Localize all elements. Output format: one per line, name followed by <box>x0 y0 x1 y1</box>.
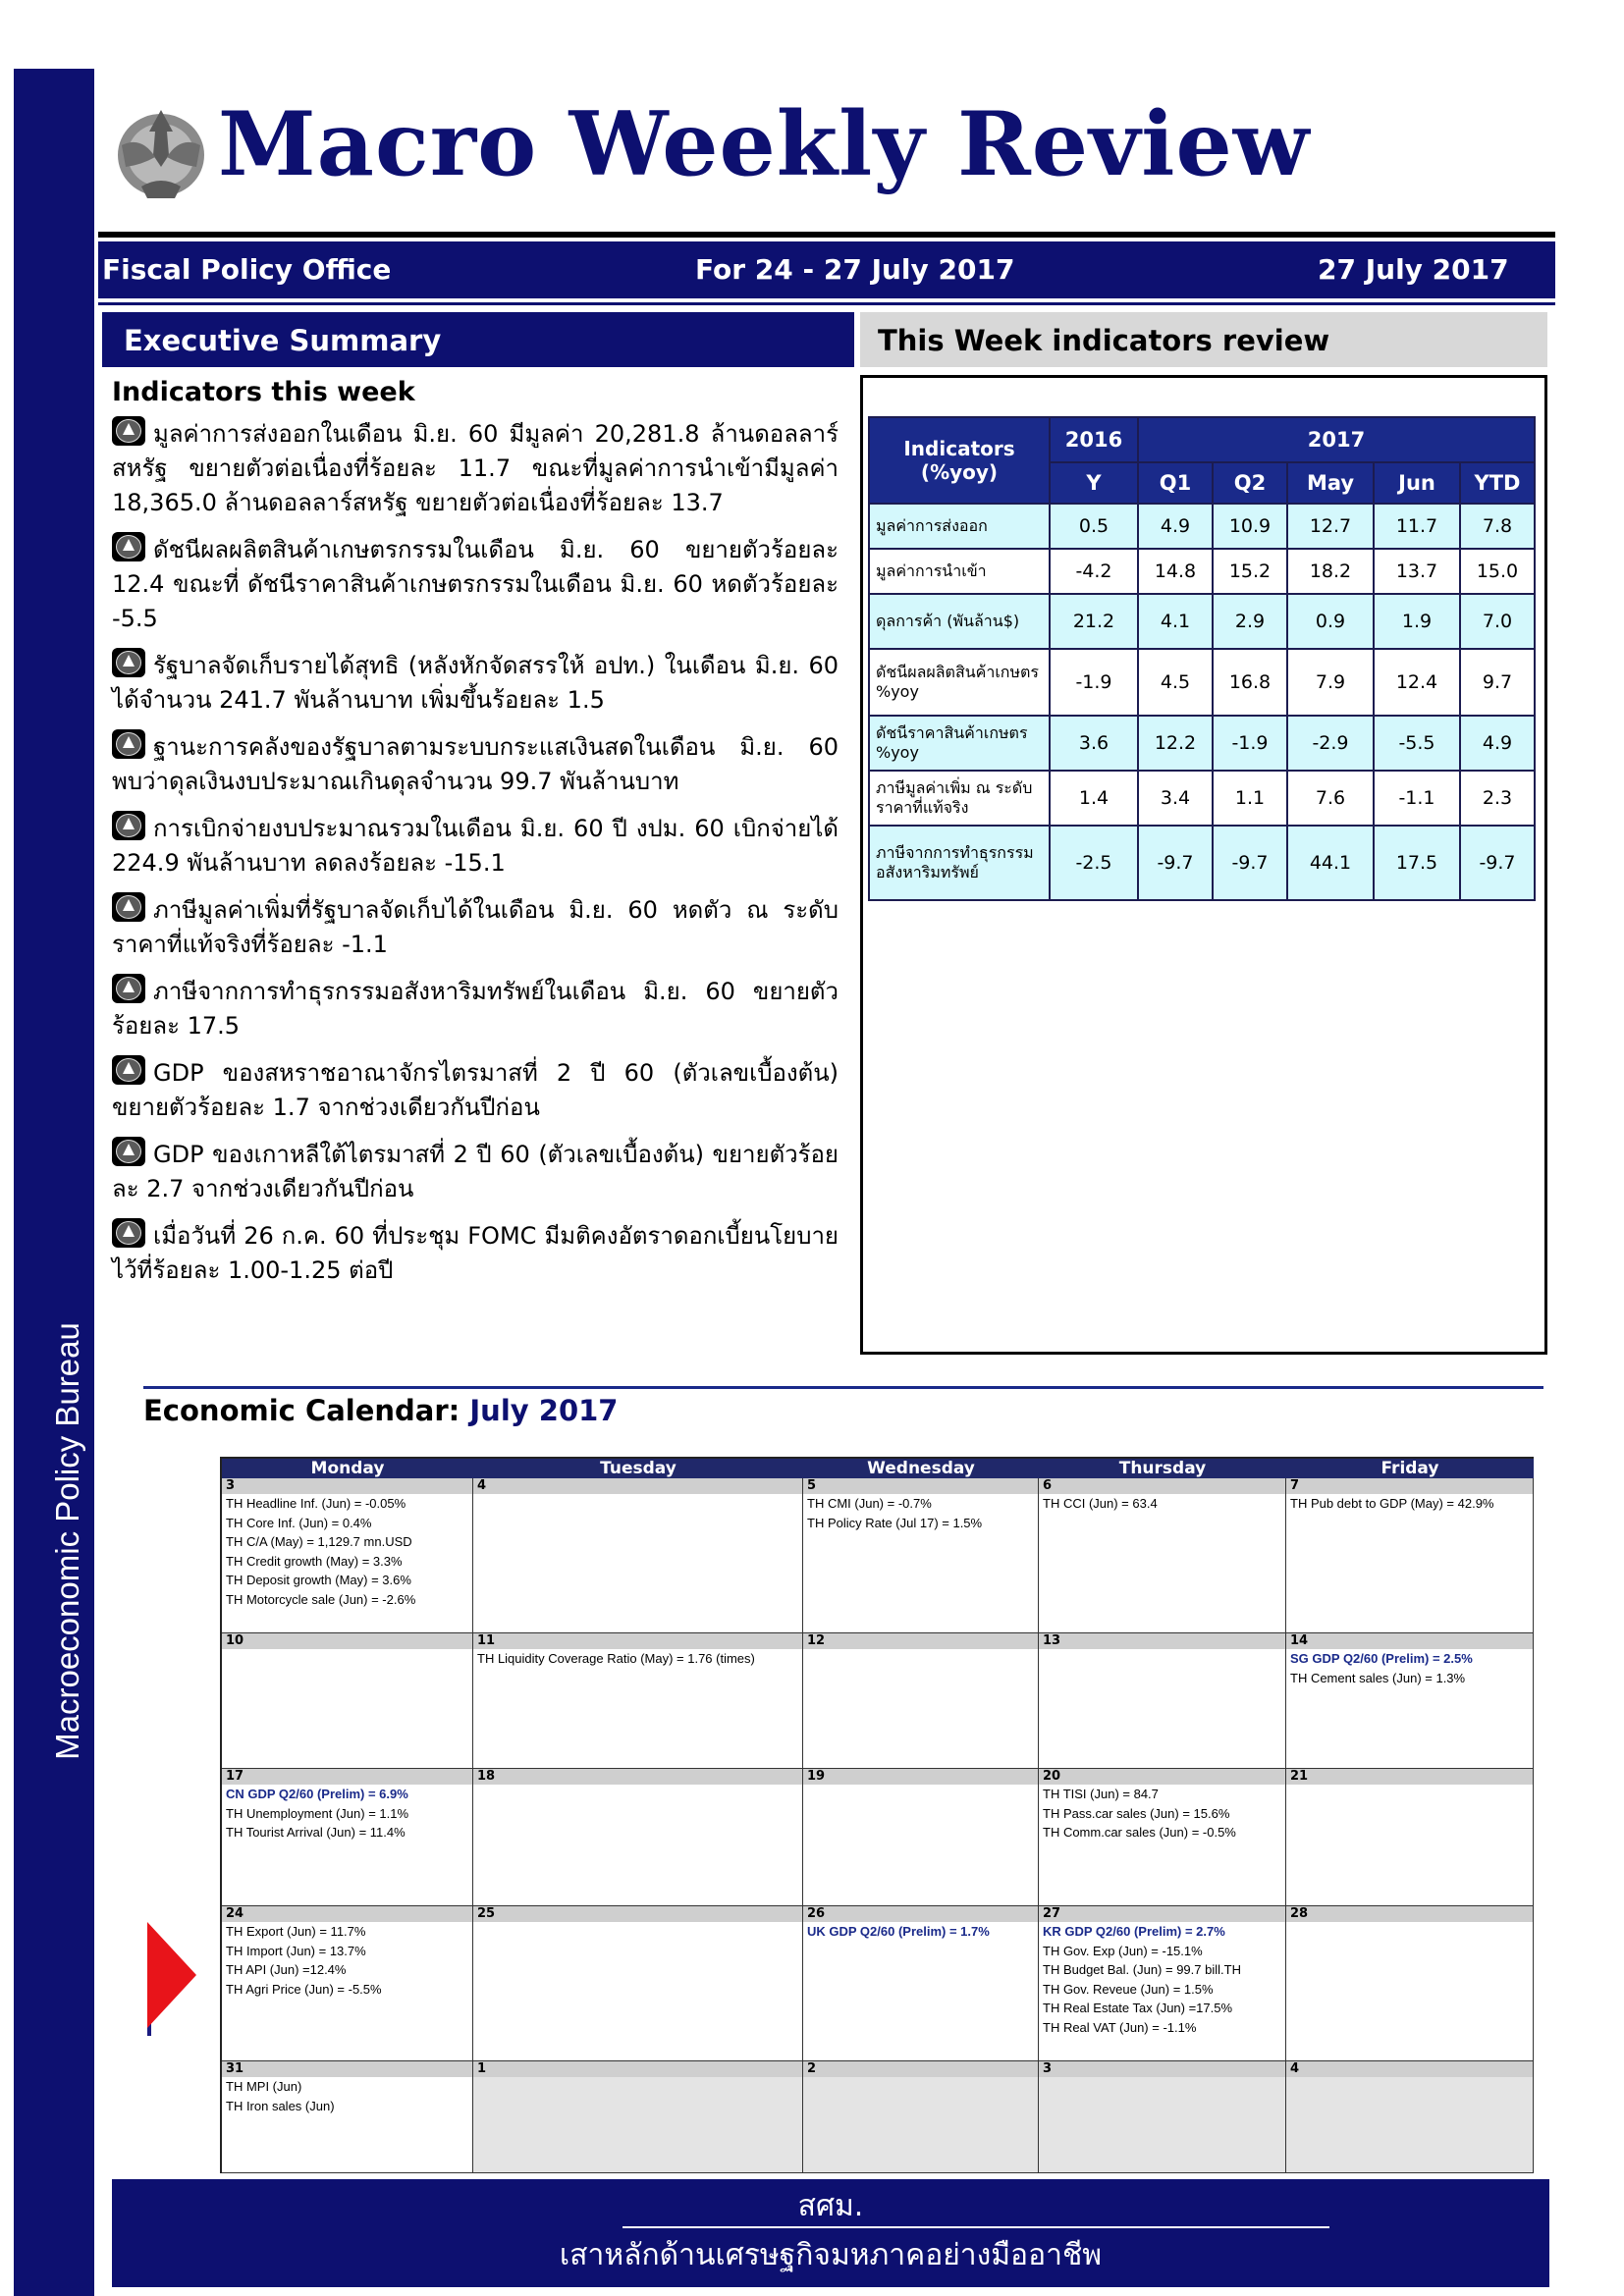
summary-text: รัฐบาลจัดเก็บรายได้สุทธิ (หลังหักจัดสรรให้ อปท.) ในเดือน มิ.ย. 60 ได้จำนวน 241.7 พันล้านบาท เพิ่มขึ้นร้อยละ 1.5 <box>112 652 839 714</box>
indicator-value: 9.7 <box>1460 649 1535 716</box>
calendar-event: TH Iron sales (Jun) <box>226 2098 335 2113</box>
indicator-value: -4.2 <box>1050 549 1138 594</box>
period-header: Y <box>1050 462 1138 504</box>
indicator-value: -1.1 <box>1374 771 1460 826</box>
bullet-arrow-icon <box>112 1137 145 1166</box>
bullet-arrow-icon <box>112 1055 145 1085</box>
calendar-event: TH Real Estate Tax (Jun) =17.5% <box>1043 2001 1233 2015</box>
calendar-date: 21 <box>1286 1769 1533 1785</box>
calendar-date: 12 <box>803 1633 1038 1649</box>
summary-text: ภาษีมูลค่าเพิ่มที่รัฐบาลจัดเก็บได้ในเดือน มิ.ย. 60 หดตัว ณ ระดับราคาที่แท้จริงที่ร้อยละ -1.1 <box>112 896 839 958</box>
indicator-value: 4.9 <box>1460 716 1535 771</box>
calendar-date: 14 <box>1286 1633 1533 1649</box>
calendar-cell <box>473 2061 803 2173</box>
indicator-value: -1.9 <box>1050 649 1138 716</box>
calendar-cell <box>222 1769 473 1906</box>
year-2017-header: 2017 <box>1138 417 1535 462</box>
indicator-value: 4.5 <box>1138 649 1213 716</box>
indicators-table <box>868 416 1536 901</box>
calendar-day-header: Thursday <box>1039 1459 1286 1478</box>
calendar-date: 28 <box>1286 1906 1533 1922</box>
calendar-event: TH CCI (Jun) = 63.4 <box>1043 1496 1158 1511</box>
masthead-rule <box>98 232 1555 238</box>
indicator-label: ภาษีจากการทำธุรกรรมอสังหาริมทรัพย์ <box>869 826 1050 900</box>
calendar-date: 2 <box>803 2061 1038 2077</box>
header-bar <box>98 241 1555 298</box>
indicator-row <box>869 504 1535 549</box>
calendar-date: 10 <box>222 1633 472 1649</box>
calendar-cell <box>803 1906 1039 2061</box>
indicator-row <box>869 826 1535 900</box>
summary-item <box>112 811 839 881</box>
calendar-event: TH Unemployment (Jun) = 1.1% <box>226 1805 409 1821</box>
indicator-value: 7.8 <box>1460 504 1535 549</box>
calendar-cell <box>1039 1769 1286 1906</box>
summary-item <box>112 648 839 718</box>
calendar-cell <box>1286 1633 1534 1769</box>
calendar-event: TH Headline Inf. (Jun) = -0.05% <box>226 1496 406 1511</box>
indicator-col-header: Indicators (%yoy) <box>869 417 1050 504</box>
indicator-value: 4.1 <box>1138 594 1213 649</box>
calendar-event: UK GDP Q2/60 (Prelim) = 1.7% <box>807 1924 990 1939</box>
indicator-value: 7.6 <box>1287 771 1374 826</box>
calendar-event: TH Gov. Reveue (Jun) = 1.5% <box>1043 1981 1214 1997</box>
footer-divider <box>623 2226 1329 2228</box>
calendar-cell <box>222 1633 473 1769</box>
indicator-value: -5.5 <box>1374 716 1460 771</box>
indicator-value: -2.9 <box>1287 716 1374 771</box>
calendar-cell <box>1039 1906 1286 2061</box>
calendar-date: 4 <box>1286 2061 1533 2077</box>
calendar-cell <box>1039 1633 1286 1769</box>
indicator-value: 10.9 <box>1213 504 1287 549</box>
calendar-event: TH MPI (Jun) <box>226 2079 302 2094</box>
bullet-arrow-icon <box>112 416 145 446</box>
garuda-logo <box>112 96 210 204</box>
footer-org: สศม. <box>797 2189 864 2223</box>
indicator-value: -1.9 <box>1213 716 1287 771</box>
calendar-date: 20 <box>1039 1769 1285 1785</box>
indicator-value: 7.0 <box>1460 594 1535 649</box>
calendar-month: July 2017 <box>469 1394 619 1427</box>
calendar-event: TH CMI (Jun) = -0.7% <box>807 1496 932 1511</box>
calendar-cell <box>473 1633 803 1769</box>
calendar-title <box>143 1394 618 1427</box>
calendar-rule <box>143 1386 1543 1389</box>
indicator-row <box>869 549 1535 594</box>
indicator-value: 12.4 <box>1374 649 1460 716</box>
indicator-value: 2.3 <box>1460 771 1535 826</box>
calendar-day-header: Tuesday <box>473 1459 803 1478</box>
period-header: Jun <box>1374 462 1460 504</box>
calendar-event: TH Pass.car sales (Jun) = 15.6% <box>1043 1805 1230 1821</box>
calendar-cell <box>803 1633 1039 1769</box>
indicator-value: 15.0 <box>1460 549 1535 594</box>
indicator-row <box>869 649 1535 716</box>
calendar-date: 1 <box>473 2061 802 2077</box>
indicator-value: 1.1 <box>1213 771 1287 826</box>
indicator-value: 12.2 <box>1138 716 1213 771</box>
indicator-value: 3.6 <box>1050 716 1138 771</box>
calendar-cell <box>803 2061 1039 2173</box>
calendar-cell <box>473 1769 803 1906</box>
office-name: Fiscal Policy Office <box>102 253 392 286</box>
indicator-value: 3.4 <box>1138 771 1213 826</box>
indicators-review-heading: This Week indicators review <box>860 312 1547 367</box>
calendar-cell <box>222 1478 473 1633</box>
report-period: For 24 - 27 July 2017 <box>695 253 1015 286</box>
calendar-event: TH C/A (May) = 1,129.7 mn.USD <box>226 1534 412 1549</box>
summary-text: เมื่อวันที่ 26 ก.ค. 60 ที่ประชุม FOMC มีมติคงอัตราดอกเบี้ยนโยบายไว้ที่ร้อยละ 1.00-1.25 ต่อปี <box>112 1222 839 1284</box>
summary-item <box>112 892 839 962</box>
sidebar-band <box>14 69 94 2296</box>
calendar-event: TH Core Inf. (Jun) = 0.4% <box>226 1515 372 1530</box>
calendar-event: TH Agri Price (Jun) = -5.5% <box>226 1981 382 1997</box>
bullet-arrow-icon <box>112 892 145 922</box>
indicator-label: มูลค่าการส่งออก <box>869 504 1050 549</box>
summary-text: GDP ของสหราชอาณาจักรไตรมาสที่ 2 ปี 60 (ตัวเลขเบื้องต้น) ขยายตัวร้อยละ 1.7 จากช่วงเดียวกันปีก่อน <box>112 1059 839 1121</box>
calendar-day-header: Wednesday <box>803 1459 1039 1478</box>
calendar-day-header: Friday <box>1286 1459 1534 1478</box>
masthead-title: Macro Weekly Review <box>218 92 1311 196</box>
indicator-value: 17.5 <box>1374 826 1460 900</box>
footer-slogan: เสาหลักด้านเศรษฐกิจมหภาคอย่างมืออาชีพ <box>559 2238 1103 2272</box>
calendar-cell <box>803 1769 1039 1906</box>
calendar-event: TH Tourist Arrival (Jun) = 11.4% <box>226 1825 406 1840</box>
summary-item <box>112 416 839 520</box>
summary-item <box>112 729 839 799</box>
summary-item <box>112 532 839 636</box>
indicator-value: 14.8 <box>1138 549 1213 594</box>
report-date: 27 July 2017 <box>1318 253 1509 286</box>
indicator-value: 1.9 <box>1374 594 1460 649</box>
indicator-label: ดัชนีราคาสินค้าเกษตร %yoy <box>869 716 1050 771</box>
indicator-value: -9.7 <box>1460 826 1535 900</box>
summary-item <box>112 1218 839 1288</box>
calendar-cell <box>1286 1769 1534 1906</box>
indicator-value: 15.2 <box>1213 549 1287 594</box>
indicator-value: 2.9 <box>1213 594 1287 649</box>
calendar-date: 19 <box>803 1769 1038 1785</box>
period-header: May <box>1287 462 1374 504</box>
calendar-cell <box>1286 2061 1534 2173</box>
calendar-date: 6 <box>1039 1478 1285 1494</box>
calendar-date: 5 <box>803 1478 1038 1494</box>
calendar-date: 3 <box>1039 2061 1285 2077</box>
calendar-title-label: Economic Calendar: <box>143 1394 460 1427</box>
summary-text: ภาษีจากการทำธุรกรรมอสังหาริมทรัพย์ในเดือน มิ.ย. 60 ขยายตัวร้อยละ 17.5 <box>112 978 839 1040</box>
indicator-label: มูลค่าการนำเข้า <box>869 549 1050 594</box>
calendar-cell <box>1286 1478 1534 1633</box>
calendar-event: CN GDP Q2/60 (Prelim) = 6.9% <box>226 1787 408 1801</box>
calendar-event: TH Comm.car sales (Jun) = -0.5% <box>1043 1825 1236 1840</box>
indicator-value: 1.4 <box>1050 771 1138 826</box>
indicator-label: ดัชนีผลผลิตสินค้าเกษตร %yoy <box>869 649 1050 716</box>
period-header: YTD <box>1460 462 1535 504</box>
calendar-cell <box>803 1478 1039 1633</box>
summary-text: มูลค่าการส่งออกในเดือน มิ.ย. 60 มีมูลค่า 20,281.8 ล้านดอลลาร์สหรัฐ ขยายตัวต่อเนื่องที่ร้อยละ 11.7 ขณะที่มูลค่าการนำเข้ามีมูลค่า 18,365.0 ล้านดอลลาร์สหรัฐ ขยายตัวต่อเนื่องที่ร้อยละ 13.7 <box>112 420 839 516</box>
calendar-date: 25 <box>473 1906 802 1922</box>
calendar-date: 3 <box>222 1478 472 1494</box>
calendar-event: SG GDP Q2/60 (Prelim) = 2.5% <box>1290 1651 1473 1666</box>
calendar-event: TH Budget Bal. (Jun) = 99.7 bill.TH <box>1043 1962 1241 1977</box>
calendar-cell <box>473 1478 803 1633</box>
bullet-arrow-icon <box>112 729 145 759</box>
period-header: Q2 <box>1213 462 1287 504</box>
calendar-event: TH Real VAT (Jun) = -1.1% <box>1043 2019 1197 2035</box>
header-rule <box>98 302 1555 305</box>
indicator-value: -9.7 <box>1138 826 1213 900</box>
calendar-cell <box>1039 1478 1286 1633</box>
calendar-event: TH Motorcycle sale (Jun) = -2.6% <box>226 1591 416 1607</box>
summary-item <box>112 1137 839 1206</box>
calendar-date: 17 <box>222 1769 472 1785</box>
calendar-event: KR GDP Q2/60 (Prelim) = 2.7% <box>1043 1924 1225 1939</box>
indicator-value: 13.7 <box>1374 549 1460 594</box>
indicator-row <box>869 594 1535 649</box>
calendar-event: TH Cement sales (Jun) = 1.3% <box>1290 1670 1466 1685</box>
sidebar-label: Macroeconomic Policy Bureau <box>49 1322 85 1760</box>
calendar-date: 24 <box>222 1906 472 1922</box>
summary-list <box>112 416 839 1300</box>
bullet-arrow-icon <box>112 974 145 1003</box>
calendar-event: TH Pub debt to GDP (May) = 42.9% <box>1290 1496 1494 1511</box>
indicator-label: ดุลการค้า (พันล้าน$) <box>869 594 1050 649</box>
calendar-cell <box>473 1906 803 2061</box>
summary-item <box>112 974 839 1043</box>
indicators-subheading: Indicators this week <box>112 377 415 407</box>
calendar-date: 11 <box>473 1633 802 1649</box>
bullet-arrow-icon <box>112 532 145 561</box>
indicator-value: 16.8 <box>1213 649 1287 716</box>
calendar-event: TH Policy Rate (Jul 17) = 1.5% <box>807 1515 983 1530</box>
calendar-cell <box>222 1906 473 2061</box>
summary-text: การเบิกจ่ายงบประมาณรวมในเดือน มิ.ย. 60 ปี งปม. 60 เบิกจ่ายได้ 224.9 พันล้านบาท ลดลงร้อยละ -15.1 <box>112 815 839 877</box>
indicator-value: -9.7 <box>1213 826 1287 900</box>
calendar-event: TH Credit growth (May) = 3.3% <box>226 1553 403 1569</box>
calendar-date: 4 <box>473 1478 802 1494</box>
calendar-date: 26 <box>803 1906 1038 1922</box>
current-week-arrow-icon <box>147 1922 196 2028</box>
calendar-cell <box>1286 1906 1534 2061</box>
bullet-arrow-icon <box>112 811 145 840</box>
economic-calendar <box>220 1457 1534 2173</box>
executive-summary-heading: Executive Summary <box>102 312 854 367</box>
indicator-row <box>869 771 1535 826</box>
indicator-value: 11.7 <box>1374 504 1460 549</box>
footer-banner <box>112 2179 1549 2287</box>
indicator-row <box>869 716 1535 771</box>
summary-text: ดัชนีผลผลิตสินค้าเกษตรกรรมในเดือน มิ.ย. 60 ขยายตัวร้อยละ 12.4 ขณะที่ ดัชนีราคาสินค้าเกษตรกรรมในเดือน มิ.ย. 60 หดตัวร้อยละ -5.5 <box>112 536 839 632</box>
indicator-value: -2.5 <box>1050 826 1138 900</box>
indicator-value: 21.2 <box>1050 594 1138 649</box>
calendar-event: TH API (Jun) =12.4% <box>226 1962 347 1977</box>
calendar-event: TH Gov. Exp (Jun) = -15.1% <box>1043 1943 1203 1958</box>
calendar-date: 18 <box>473 1769 802 1785</box>
calendar-event: TH Import (Jun) = 13.7% <box>226 1943 366 1958</box>
summary-text: GDP ของเกาหลีใต้ไตรมาสที่ 2 ปี 60 (ตัวเลขเบื้องต้น) ขยายตัวร้อยละ 2.7 จากช่วงเดียวกันปีก่อน <box>112 1141 839 1202</box>
calendar-day-header: Monday <box>222 1459 473 1478</box>
indicator-value: 4.9 <box>1138 504 1213 549</box>
indicator-value: 7.9 <box>1287 649 1374 716</box>
calendar-date: 7 <box>1286 1478 1533 1494</box>
calendar-event: TH TISI (Jun) = 84.7 <box>1043 1787 1159 1801</box>
calendar-cell <box>222 2061 473 2173</box>
indicator-label: ภาษีมูลค่าเพิ่ม ณ ระดับราคาที่แท้จริง <box>869 771 1050 826</box>
indicator-value: 0.9 <box>1287 594 1374 649</box>
year-2016-header: 2016 <box>1050 417 1138 462</box>
period-header: Q1 <box>1138 462 1213 504</box>
calendar-date: 13 <box>1039 1633 1285 1649</box>
indicator-value: 44.1 <box>1287 826 1374 900</box>
calendar-event: TH Export (Jun) = 11.7% <box>226 1924 366 1939</box>
summary-text: ฐานะการคลังของรัฐบาลตามระบบกระแสเงินสดในเดือน มิ.ย. 60 พบว่าดุลเงินงบประมาณเกินดุลจำนวน 99.7 พันล้านบาท <box>112 733 839 795</box>
bullet-arrow-icon <box>112 1218 145 1248</box>
indicator-value: 12.7 <box>1287 504 1374 549</box>
indicator-value: 18.2 <box>1287 549 1374 594</box>
bullet-arrow-icon <box>112 648 145 677</box>
indicator-value: 0.5 <box>1050 504 1138 549</box>
calendar-event: TH Deposit growth (May) = 3.6% <box>226 1573 411 1587</box>
calendar-event: TH Liquidity Coverage Ratio (May) = 1.76 (times) <box>477 1651 755 1666</box>
calendar-cell <box>1039 2061 1286 2173</box>
calendar-date: 27 <box>1039 1906 1285 1922</box>
summary-item <box>112 1055 839 1125</box>
calendar-date: 31 <box>222 2061 472 2077</box>
